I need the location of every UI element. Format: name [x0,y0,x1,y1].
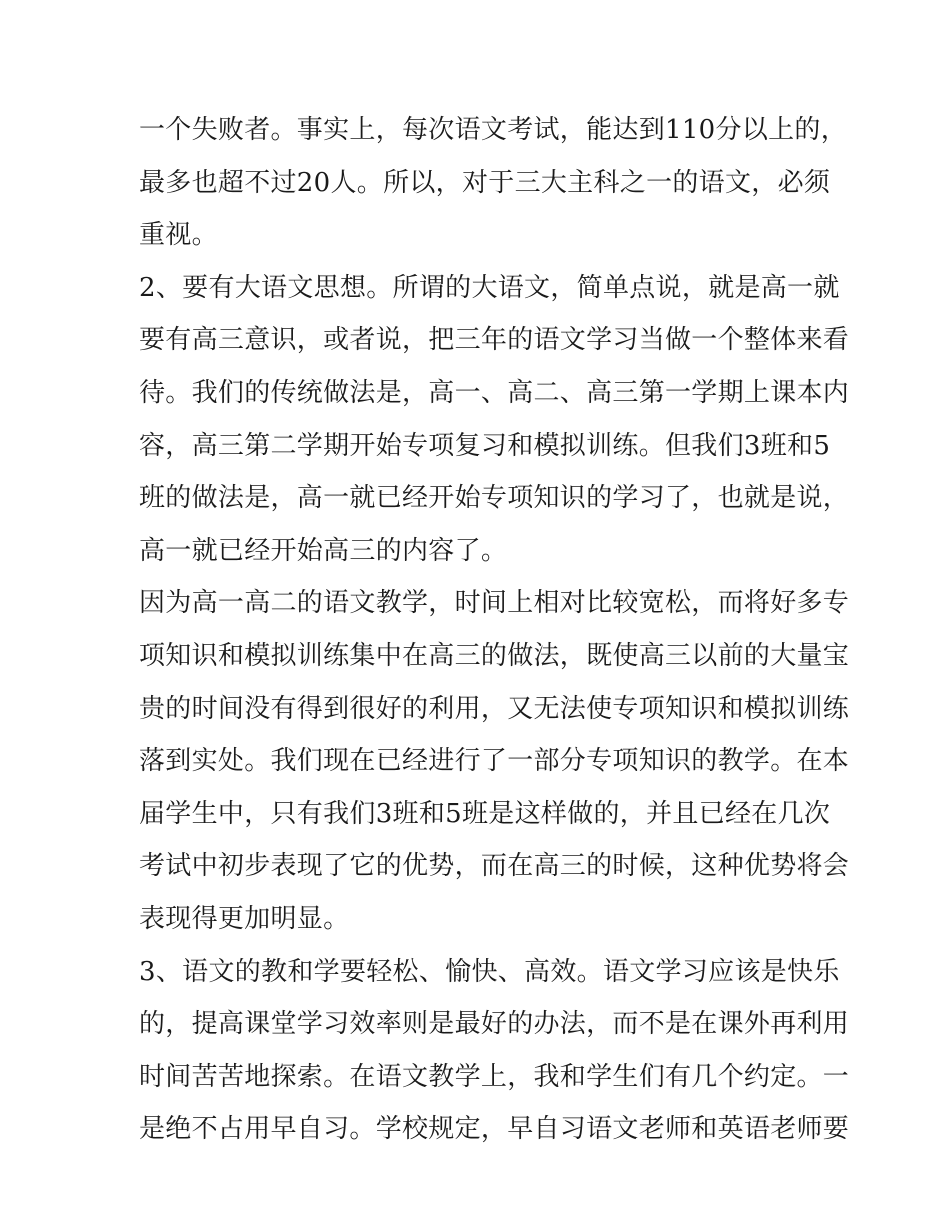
text-line: 落到实处。我们现在已经进行了一部分专项知识的教学。在本 [139,746,850,777]
text-line: 贵的时间没有得到很好的利用，又无法使专项知识和模拟训练 [139,693,850,724]
text-line: 届学生中，只有我们3班和5班是这样做的，并且已经在几次 [139,798,831,829]
text-line: 待。我们的传统做法是，高一、高二、高三第一学期上课本内 [139,377,850,408]
body-text [139,104,850,1156]
text-line: 表现得更加明显。 [139,903,350,934]
text-line: 时间苦苦地探索。在语文教学上，我和学生们有几个约定。一 [139,1061,850,1092]
text-line: 要有高三意识，或者说，把三年的语文学习当做一个整体来看 [139,325,850,356]
text-line: 项知识和模拟训练集中在高三的做法，既使高三以前的大量宝 [139,640,850,671]
text-line: 考试中初步表现了它的优势，而在高三的时候，这种优势将会 [139,851,850,882]
text-line: 3、语文的教和学要轻松、愉快、高效。语文学习应该是快乐 [139,956,840,987]
text-line: 的，提高课堂学习效率则是最好的办法，而不是在课外再利用 [139,1009,850,1040]
text-line: 高一就已经开始高三的内容了。 [139,535,508,566]
text-line: 因为高一高二的语文教学，时间上相对比较宽松，而将好多专 [139,588,850,619]
text-line: 容，高三第二学期开始专项复习和模拟训练。但我们3班和5 [139,430,831,461]
text-line: 班的做法是，高一就已经开始专项知识的学习了，也就是说， [139,483,850,514]
text-line: 一个失败者。事实上，每次语文考试，能达到110分以上的， [139,115,848,145]
text-line: 是绝不占用早自习。学校规定，早自习语文老师和英语老师要 [139,1114,850,1145]
text-line: 最多也超不过20人。所以，对于三大主科之一的语文，必须 [139,167,831,198]
text-line: 重视。 [139,220,218,251]
text-line: 2、要有大语文思想。所谓的大语文，简单点说，就是高一就 [139,272,840,303]
